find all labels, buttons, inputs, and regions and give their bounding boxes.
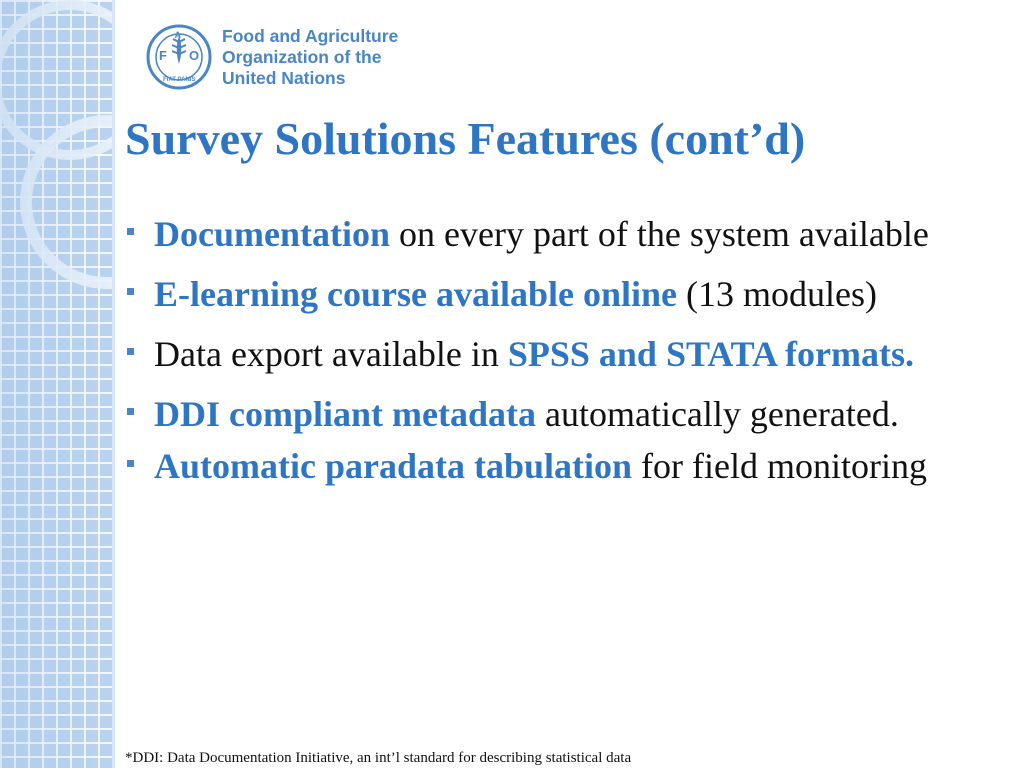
list-item: [125, 208, 1000, 260]
bullet-square-icon: [127, 460, 134, 467]
emblem-letter-f: F: [159, 48, 167, 63]
logo-line: United Nations: [222, 67, 346, 88]
logo-line: Organization of the: [222, 46, 382, 67]
bullet-square-icon: [127, 228, 134, 235]
logo-line: Food and Agriculture: [222, 25, 399, 46]
strip-shade: [0, 0, 112, 768]
emblem-motto: FIAT PANIS: [163, 77, 196, 83]
body-text: on every part of the system available: [390, 214, 929, 254]
list-item: [125, 328, 1000, 380]
highlight-text: Automatic paradata tabulation: [154, 446, 633, 486]
fao-emblem-icon: [146, 24, 212, 90]
bullet-square-icon: [127, 408, 134, 415]
body-text: automatically generated.: [535, 394, 899, 434]
bullet-square-icon: [127, 348, 134, 355]
highlight-text: DDI compliant metadata: [154, 394, 536, 434]
highlight-text: E-learning course available online: [154, 274, 678, 314]
list-item: [125, 268, 1000, 320]
slide-title: Survey Solutions Features (cont’d): [125, 113, 806, 164]
body-text: for field monitoring: [632, 446, 927, 486]
emblem-letter-a: A: [174, 30, 181, 40]
emblem-letter-o: O: [189, 48, 200, 63]
feature-list: [125, 208, 1000, 492]
highlight-text: Documentation: [154, 214, 390, 254]
list-item: [125, 440, 1000, 492]
footnote: *DDI: Data Documentation Initiative, an int’l standard for describing statistical data: [125, 750, 632, 766]
body-text: Data export available in: [154, 334, 508, 374]
bullet-square-icon: [127, 288, 134, 295]
decorative-side-strip: [0, 0, 115, 768]
fao-logo: [146, 24, 398, 90]
highlight-text: SPSS and STATA formats.: [507, 334, 914, 374]
body-text: (13 modules): [677, 274, 877, 314]
list-item: [125, 388, 1000, 440]
logo-wordmark: [222, 26, 398, 89]
